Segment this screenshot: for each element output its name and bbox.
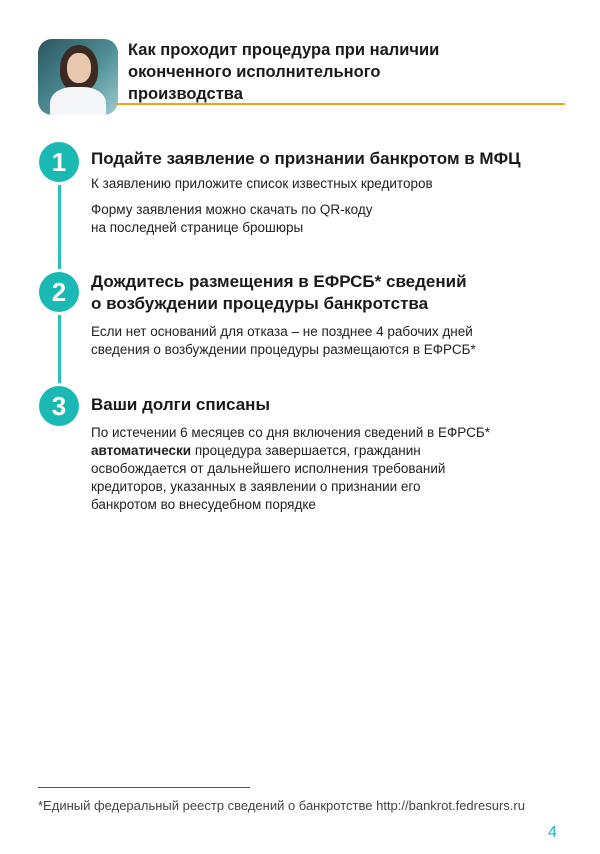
page-title-line: оконченного исполнительного (128, 63, 381, 81)
step-3-text-bold: автоматически (91, 443, 192, 458)
step-3-text (91, 424, 571, 514)
step-1-badge: 1 (39, 142, 79, 182)
footnote: *Единый федеральный реестр сведений о банкротстве http://bankrot.fedresurs.ru (38, 798, 525, 813)
page-header (38, 39, 565, 105)
step-3-text-line (91, 442, 571, 460)
step-2-text-line: сведения о возбуждении процедуры размещаются в ЕФРСБ* (91, 342, 476, 357)
step-3-text-line: По истечении 6 месяцев со дня включения сведений в ЕФРСБ* (91, 425, 490, 440)
step-3-title: Ваши долги списаны (91, 395, 270, 414)
page-title (128, 39, 558, 105)
step-2-text (91, 323, 571, 359)
step-1-text-line: Форму заявления можно скачать по QR-коду (91, 202, 373, 217)
step-1-title: Подайте заявление о признании банкротом в МФЦ (91, 149, 521, 168)
step-3-text-line: освобождается от дальнейшего исполнения требований (91, 461, 446, 476)
header-divider (116, 103, 565, 105)
step-1-text (91, 175, 571, 237)
step-1-text-line: на последней странице брошюры (91, 220, 304, 235)
step-3-text-line: кредиторов, указанных в заявлении о признании его (91, 479, 421, 494)
step-2-badge: 2 (39, 272, 79, 312)
step-2-title-line: о возбуждении процедуры банкротства (91, 294, 429, 313)
step-2-title-line: Дождитесь размещения в ЕФРСБ* сведений (91, 272, 467, 291)
step-2-title (91, 271, 571, 315)
step-3-text-rest: процедура завершается, гражданин (191, 443, 421, 458)
step-3-badge: 3 (39, 386, 79, 426)
step-3-text-line: банкротом во внесудебном порядке (91, 497, 316, 512)
footnote-divider (38, 787, 250, 788)
page-number: 4 (548, 824, 557, 841)
step-1-text-line: К заявлению приложите список известных кредиторов (91, 176, 433, 191)
consultant-photo (38, 39, 118, 115)
step-2-text-line: Если нет оснований для отказа – не позднее 4 рабочих дней (91, 324, 473, 339)
page-title-line: Как проходит процедура при наличии (128, 41, 440, 59)
page-title-line: производства (128, 85, 243, 103)
